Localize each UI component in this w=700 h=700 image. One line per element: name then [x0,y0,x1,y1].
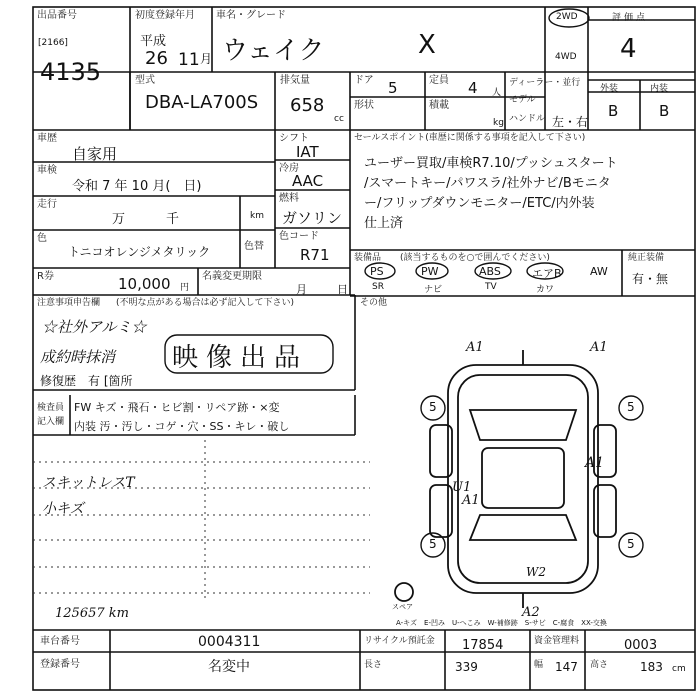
recycle-fee-value: 0003 [624,638,658,653]
handle-value: 左・右 [552,115,589,129]
color-value: トニコオレンジメタリック [68,245,211,259]
repair-month: 月 [296,283,307,296]
lot-label: 出品番号 [37,10,77,21]
equip-aw: AW [590,265,608,278]
color-change-label: 色替 [244,241,264,252]
inspector-label-1: 検査員 [37,403,65,413]
equip-ps: PS [370,265,384,278]
damage-mark-5-rear-left: 5 [429,537,437,551]
repair-label: 名義変更期限 [202,271,262,282]
mileage-value: 万 千 [112,212,194,227]
equip-tv: TV [485,282,497,292]
shift-label: シフト [279,133,309,144]
damage-mark-a2-rear: A2 [522,605,540,620]
height-value: 183 [640,660,663,674]
inspector-label-2: 記入欄 [37,417,65,427]
damage-mark-5-rear-right: 5 [627,537,635,551]
inspector-ext-row: FW キズ・飛石・ヒビ割・リペア跡・×変 [74,401,280,414]
shaken-value: 令和 7 年 10 月( 日) [72,179,202,194]
color-code-value: R71 [300,246,330,264]
fuel-value: ガソリン [282,209,343,227]
doors-label: ドア [354,75,374,86]
reg-number-value: 名変中 [208,659,250,675]
ac-value: AAC [292,172,324,190]
recycle-unit: 円 [180,283,190,293]
width-value: 147 [555,660,578,674]
damage-mark-a1-front-right: A1 [590,340,608,355]
ac-label: 冷房 [279,163,299,174]
ext-label: 外装 [600,84,619,94]
other-label: その他 [360,298,388,308]
ext-grade: B [608,102,619,120]
lot-sub: [2166] [38,38,68,48]
damage-mark-5-front-right: 5 [627,400,635,414]
reg-month-unit: 月 [200,52,213,66]
odometer-note: 125657 km [55,606,129,621]
car-outline [395,350,616,608]
int-label: 内装 [650,84,669,94]
sales-line-3: ー/フリップダウンモニター/ETC/内外装 [364,196,595,211]
cc-label: 排気量 [280,75,310,86]
drive-2wd: 2WD [556,12,578,22]
weight-label: 積載 [429,100,449,111]
shape-label: 形状 [354,100,374,111]
damage-mark-w2-rear: W2 [526,565,546,579]
model-code-label: モデル [509,95,536,105]
misc-line-1: ☆社外アルミ☆ [42,318,147,336]
frame-value: 0004311 [198,634,261,650]
usage-label: 車歴 [37,133,57,144]
usage-value: 自家用 [72,145,118,163]
spare-label: スペア [392,603,413,611]
fuel-label: 燃料 [279,193,299,204]
dim-unit: cm [672,664,686,674]
model-label: 車名・グレード [216,10,286,21]
note-2: 小キズ [42,501,84,517]
repair-day: 日 [337,283,348,296]
recycle-fee-label: 資金管理料 [534,636,580,646]
length-value: 339 [455,660,478,674]
recycle-deposit-value: 17854 [462,638,504,653]
sales-line-4: 仕上済 [364,216,404,231]
color-label: 色 [37,233,47,244]
genuine-value: 有・無 [632,272,669,286]
note-1: スキットレスT [42,475,135,491]
recycle-deposit-label: リサイクル預託金 [364,636,435,646]
shaken-label: 車検 [37,165,57,176]
cc-value: 658 [290,95,325,116]
score-label: 評価点 [612,13,649,23]
reg-era: 平成 [140,34,167,49]
damage-legend: A-キズ E-凹み U-へこみ W-補修跡 S-サビ C-腐食 XX-交換 [396,619,607,627]
mileage-label: 走行 [37,199,57,210]
equip-navi: ナビ [424,285,443,295]
mouse-note: (不明な点がある場合は必ず記入して下さい) [116,298,295,308]
score-value: 4 [620,34,637,64]
dealer-label: ディーラー・並行 [509,78,581,88]
seats-value: 4 [468,79,478,97]
sales-line-2: /スマートキー/パワスラ/社外ナビ/Bモニタ [364,176,611,191]
equip-sr: SR [372,282,384,292]
length-label: 長さ [364,660,383,670]
width-label: 幅 [534,660,544,670]
equip-abs: ABS [479,265,501,278]
damage-mark-a1-left-side: A1 [462,493,480,508]
equipment-label: 装備品 [354,253,382,263]
mouse-label: 注意事項申告欄 [37,298,101,308]
equipment-note: (該当するものを○で囲んでください) [400,253,550,263]
kg-unit: kg [493,118,504,128]
reg-label: 初度登録年月 [135,10,195,21]
int-grade: B [659,102,670,120]
frame-label: 車台番号 [40,636,80,647]
height-label: 高さ [590,660,609,670]
recycle-label: R券 [37,271,54,282]
equip-pw: PW [421,265,439,278]
type-label: 型式 [135,75,155,86]
sales-line-1: ユーザー買取/車検R7.10/プッシュスタート [364,156,618,171]
damage-mark-u1-left-side: U1 [452,480,472,495]
damage-mark-a1-right-side: A1 [585,455,605,471]
reg-number-label: 登録番号 [40,659,80,670]
equip-airbag: エアB [532,267,562,280]
recycle-value: 10,000 [118,275,171,293]
reg-year: 26 [145,48,168,69]
car-grade: X [418,30,436,60]
drive-4wd: 4WD [555,52,577,62]
car-name: ウェイク [222,36,325,66]
misc-line-3: 修復歴 有 [箇所 [40,374,133,388]
color-code-label: 色コード [279,231,319,242]
damage-mark-a1-front-left: A1 [466,340,484,355]
damage-mark-5-front-left: 5 [429,400,437,414]
mileage-unit: km [250,211,264,221]
seats-unit: 人 [492,88,502,98]
reg-month: 11 [178,50,200,70]
doors-value: 5 [388,79,398,97]
handle-label: ハンドル [509,114,546,124]
type-value: DBA-LA700S [145,92,259,113]
seats-label: 定員 [429,75,449,86]
shift-value: IAT [296,143,319,161]
cc-unit: cc [334,114,344,124]
misc-line-2: 成約時抹消 [40,348,116,366]
stamp-label: 映像出品 [172,343,309,373]
equip-leather: カワ [536,285,555,295]
sales-point-label: セールスポイント(車歴に関係する事項を記入して下さい) [354,133,586,143]
lot-number: 4135 [40,58,102,86]
genuine-label: 純正装備 [628,253,665,263]
inspector-int-row: 内装 汚・汚し・コゲ・穴・SS・キレ・破し [74,420,290,433]
